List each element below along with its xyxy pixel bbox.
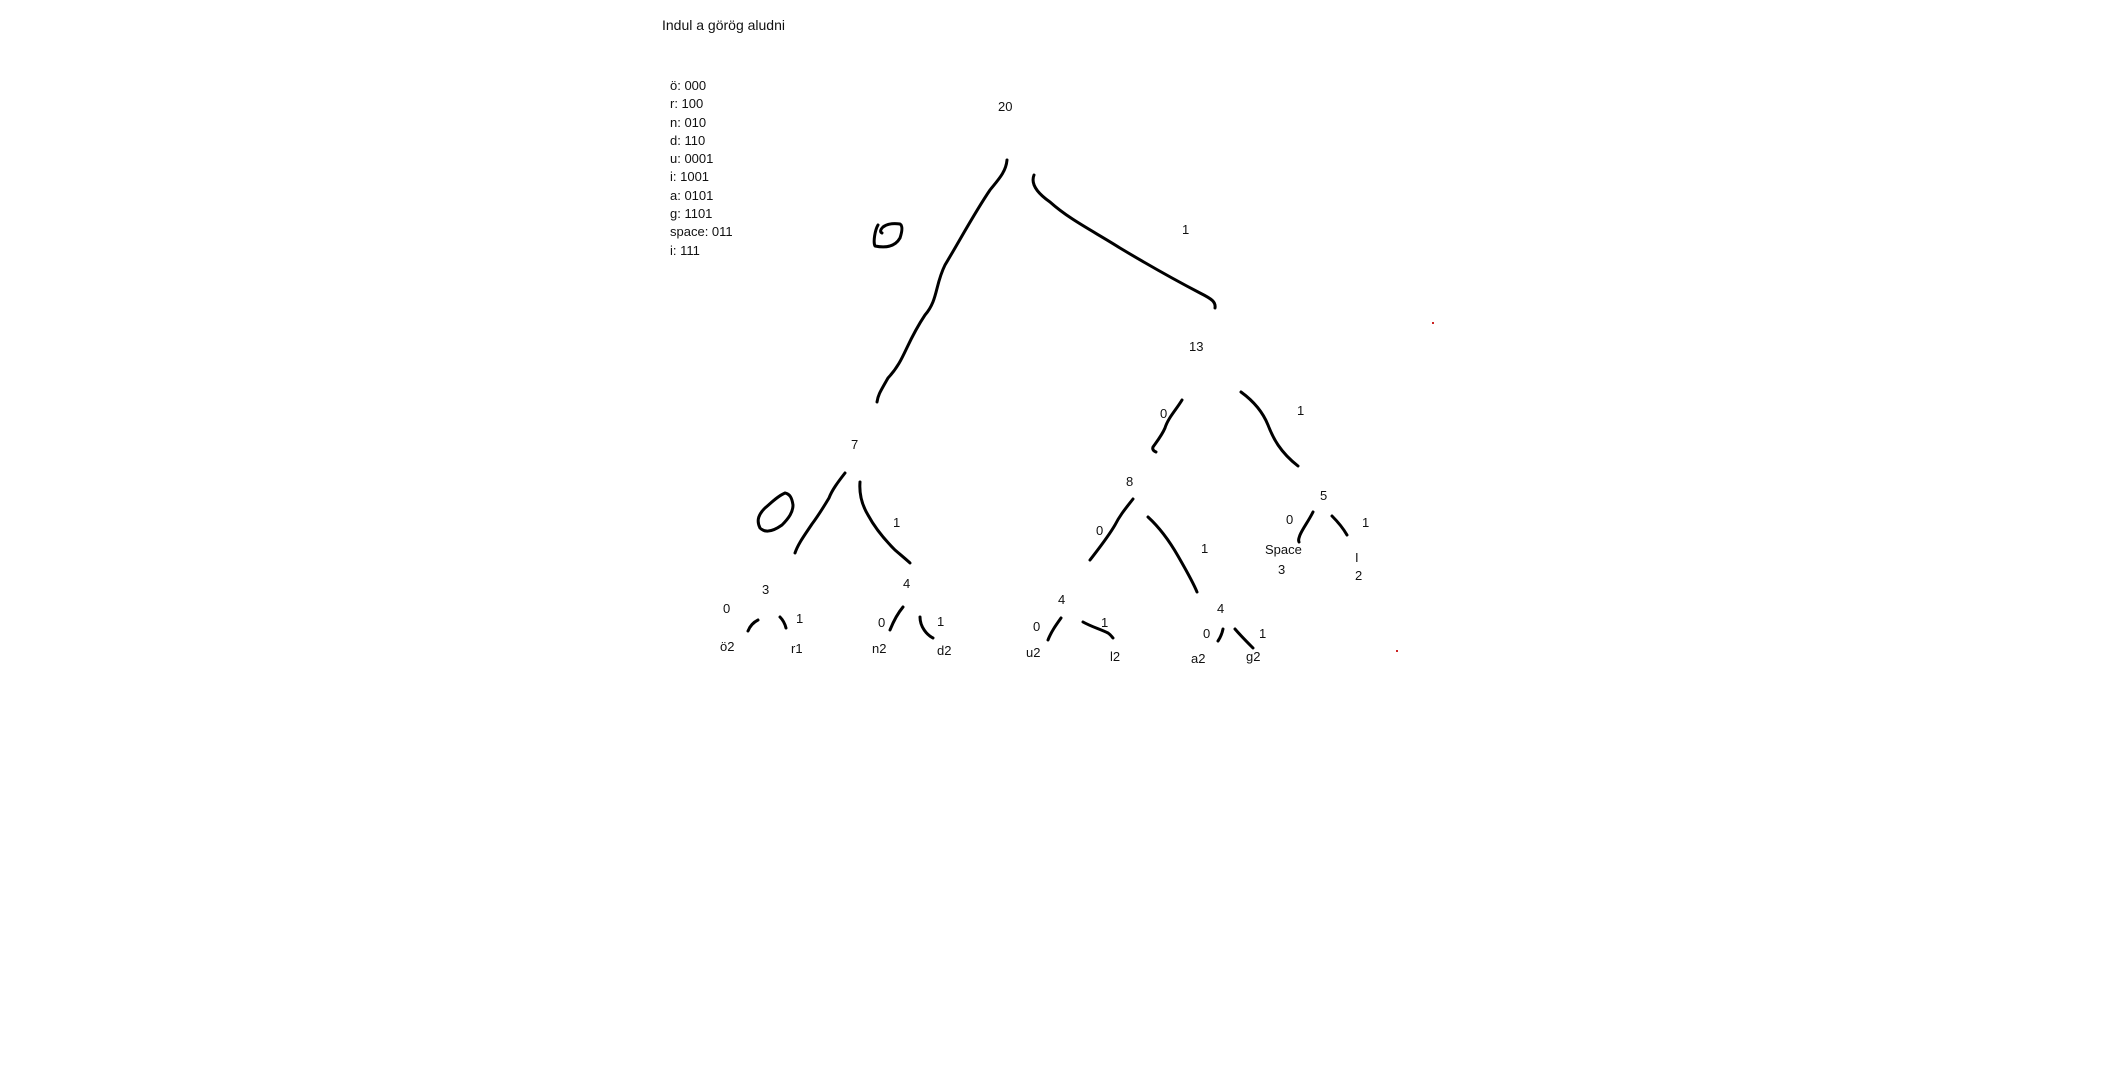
code-entry-d: d: 110 (670, 132, 706, 148)
edge-4b-right (1083, 622, 1113, 638)
code-entry-space: space: 011 (670, 224, 733, 240)
leaf-i-letter: I (1355, 550, 1359, 565)
node-13: 13 (1189, 339, 1204, 354)
edge-label-4c-left: 0 (1203, 626, 1211, 641)
edge-label-7-left-mark (758, 493, 793, 531)
code-entry-o: ö: 000 (670, 78, 707, 93)
code-entry-r: r: 100 (670, 96, 704, 112)
edge-4c-right (1235, 629, 1253, 648)
leaf-space: Space (1265, 542, 1302, 557)
edge-label-5-right: 1 (1362, 515, 1370, 530)
code-entry-a: a: 0101 (670, 187, 714, 203)
edge-label-13-right: 1 (1297, 403, 1305, 418)
edge-label-4b-left: 0 (1033, 619, 1041, 634)
edge-5-right (1332, 516, 1347, 535)
edge-label-4b-right: 1 (1101, 615, 1109, 630)
code-entry-u: u: 0001 (670, 151, 714, 167)
leaf-a2: a2 (1191, 651, 1206, 666)
code-entry-i-2: i: 111 (670, 242, 700, 258)
leaf-g2: g2 (1246, 649, 1261, 664)
node-8: 8 (1126, 474, 1134, 489)
edge-label-5-left: 0 (1286, 512, 1294, 527)
node-3: 3 (762, 582, 770, 597)
speck-dot (1396, 650, 1398, 652)
node-4-left-subtree: 4 (903, 576, 911, 591)
node-4-right: 4 (1217, 601, 1225, 616)
edge-3-left (748, 620, 758, 631)
code-entry-i: i: 1001 (670, 169, 710, 185)
leaf-u2: u2 (1026, 645, 1041, 660)
leaf-d2: d2 (937, 643, 952, 658)
edge-5-left (1299, 512, 1313, 542)
edge-4b-left (1048, 618, 1061, 640)
edge-label-13-left: 0 (1160, 406, 1168, 421)
leaf-o2: ö2 (720, 639, 735, 654)
node-4-middle: 4 (1058, 592, 1066, 607)
edge-label-root-right: 1 (1182, 222, 1190, 237)
speck-dot (1432, 322, 1434, 324)
edge-label-4a-right: 1 (937, 614, 945, 629)
node-5: 5 (1320, 488, 1328, 503)
edge-13-right (1241, 392, 1298, 466)
edge-label-4a-left: 0 (878, 615, 886, 630)
edge-3-right (780, 617, 786, 628)
edge-label-3-right: 1 (796, 611, 804, 626)
edge-label-root-left-mark (874, 224, 902, 247)
leaf-n2: n2 (872, 641, 887, 656)
edge-4a-right (920, 617, 933, 638)
edge-13-left (1153, 400, 1182, 452)
edge-label-3-left: 0 (723, 601, 731, 616)
node-root: 20 (998, 99, 1013, 114)
edge-4c-left (1218, 629, 1223, 641)
edge-7-right (860, 482, 910, 563)
code-entry-g: g: 1101 (670, 206, 713, 222)
edge-4a-left (890, 607, 903, 630)
edge-label-4c-right: 1 (1259, 626, 1267, 641)
node-7: 7 (851, 437, 859, 452)
edge-8-right (1148, 517, 1197, 592)
diagram-title: Indul a görög aludni (662, 17, 785, 33)
edge-label-8-right: 1 (1201, 541, 1209, 556)
leaf-space-count: 3 (1278, 562, 1286, 577)
leaf-r1: r1 (791, 641, 803, 656)
code-entry-n: n: 010 (670, 114, 707, 130)
edge-root-right (1033, 175, 1215, 308)
leaf-l2: l2 (1110, 649, 1121, 664)
edge-label-7-right: 1 (893, 515, 901, 530)
edge-label-8-left: 0 (1096, 523, 1104, 538)
edge-7-left (795, 473, 845, 553)
leaf-i-count: 2 (1355, 568, 1363, 583)
edge-root-left (877, 160, 1007, 402)
